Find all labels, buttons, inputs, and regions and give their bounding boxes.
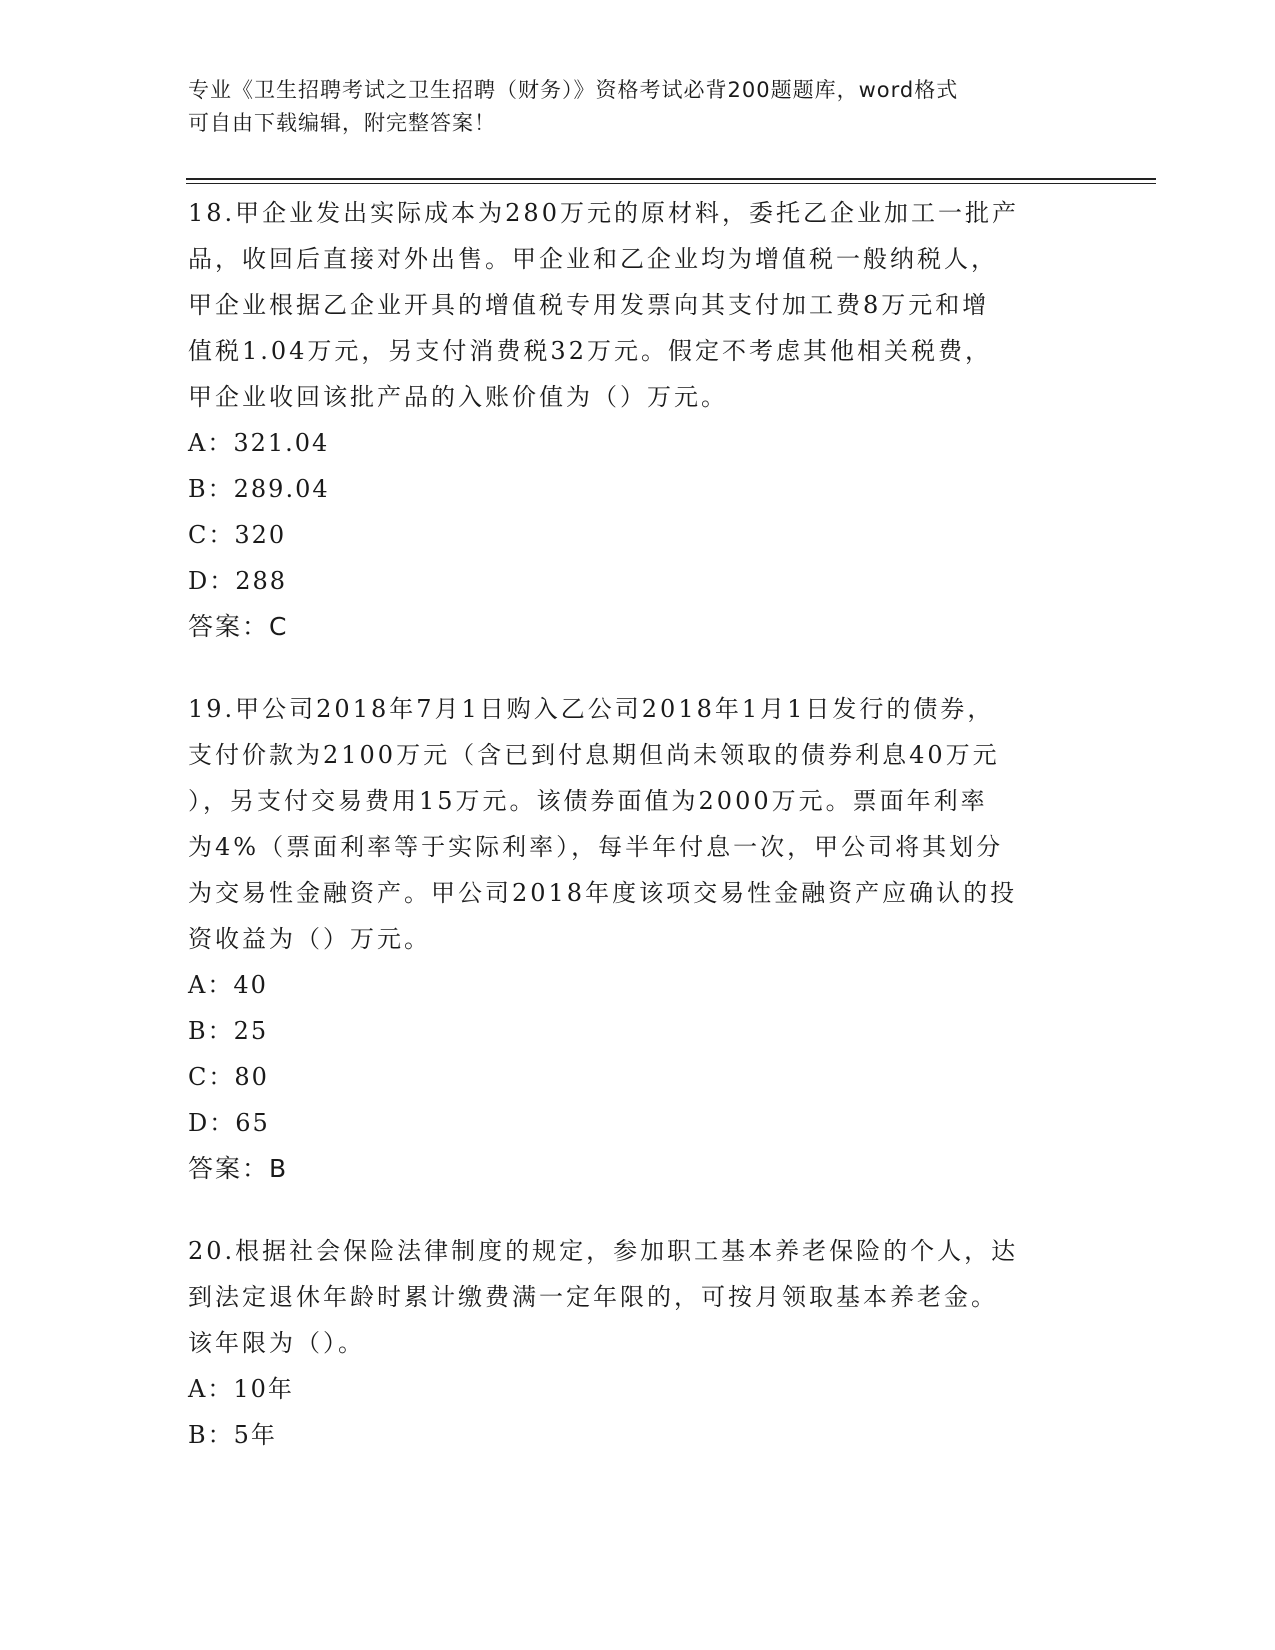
question-text: 18.甲企业发出实际成本为280万元的原材料，委托乙企业加工一批产 品，收回后直接对外出售。甲企业和乙企业均为增值税一般纳税人， 甲企业根据乙企业开具的增值税专用发票向其支付加工费8万元和增 值税1.04万元，另支付消费税32万元。假定不考虑其他相关税费， 甲企业收回该批产品的入账价值为（）万元。 xyxy=(188,199,1019,411)
option-d: D：65 xyxy=(188,1109,270,1137)
question-text: 20.根据社会保险法律制度的规定，参加职工基本养老保险的个人，达 到法定退休年龄时累计缴费满一定年限的，可按月领取基本养老金。 该年限为（）。 xyxy=(188,1237,1019,1357)
question-text: 19.甲公司2018年7月1日购入乙公司2018年1月1日发行的债券， 支付价款为2100万元（含已到付息期但尚未领取的债券利息40万元 ），另支付交易费用15万元。该债券面值为2000万元。票面年利率 为4%（票面利率等于实际利率），每半年付息一次，甲公司将其划分 为交易性金融资产。甲公司2018年度该项交易性金融资产应确认的投 资收益为（）万元。 xyxy=(188,695,1018,953)
option-b: B：25 xyxy=(188,1017,269,1045)
option-c: C：80 xyxy=(188,1063,269,1091)
option-b: B：289.04 xyxy=(188,475,330,503)
option-b: B：5年 xyxy=(188,1421,277,1449)
question-18 xyxy=(188,190,1088,650)
header-divider xyxy=(186,178,1156,184)
option-c: C：320 xyxy=(188,521,287,549)
question-20 xyxy=(188,1228,1088,1458)
header-title-line-2: 可自由下载编辑，附完整答案！ xyxy=(188,111,496,135)
answer-label: 答案：B xyxy=(188,1154,289,1183)
question-19 xyxy=(188,686,1088,1192)
document-header xyxy=(188,74,1068,140)
question-list xyxy=(188,190,1088,1494)
option-a: A：40 xyxy=(188,971,268,999)
option-a: A：10年 xyxy=(188,1375,294,1403)
answer-label: 答案：C xyxy=(188,612,289,641)
header-title-line-1: 专业《卫生招聘考试之卫生招聘（财务）》资格考试必背200题题库，word格式 xyxy=(188,78,959,102)
option-a: A：321.04 xyxy=(188,429,330,457)
option-d: D：288 xyxy=(188,567,288,595)
